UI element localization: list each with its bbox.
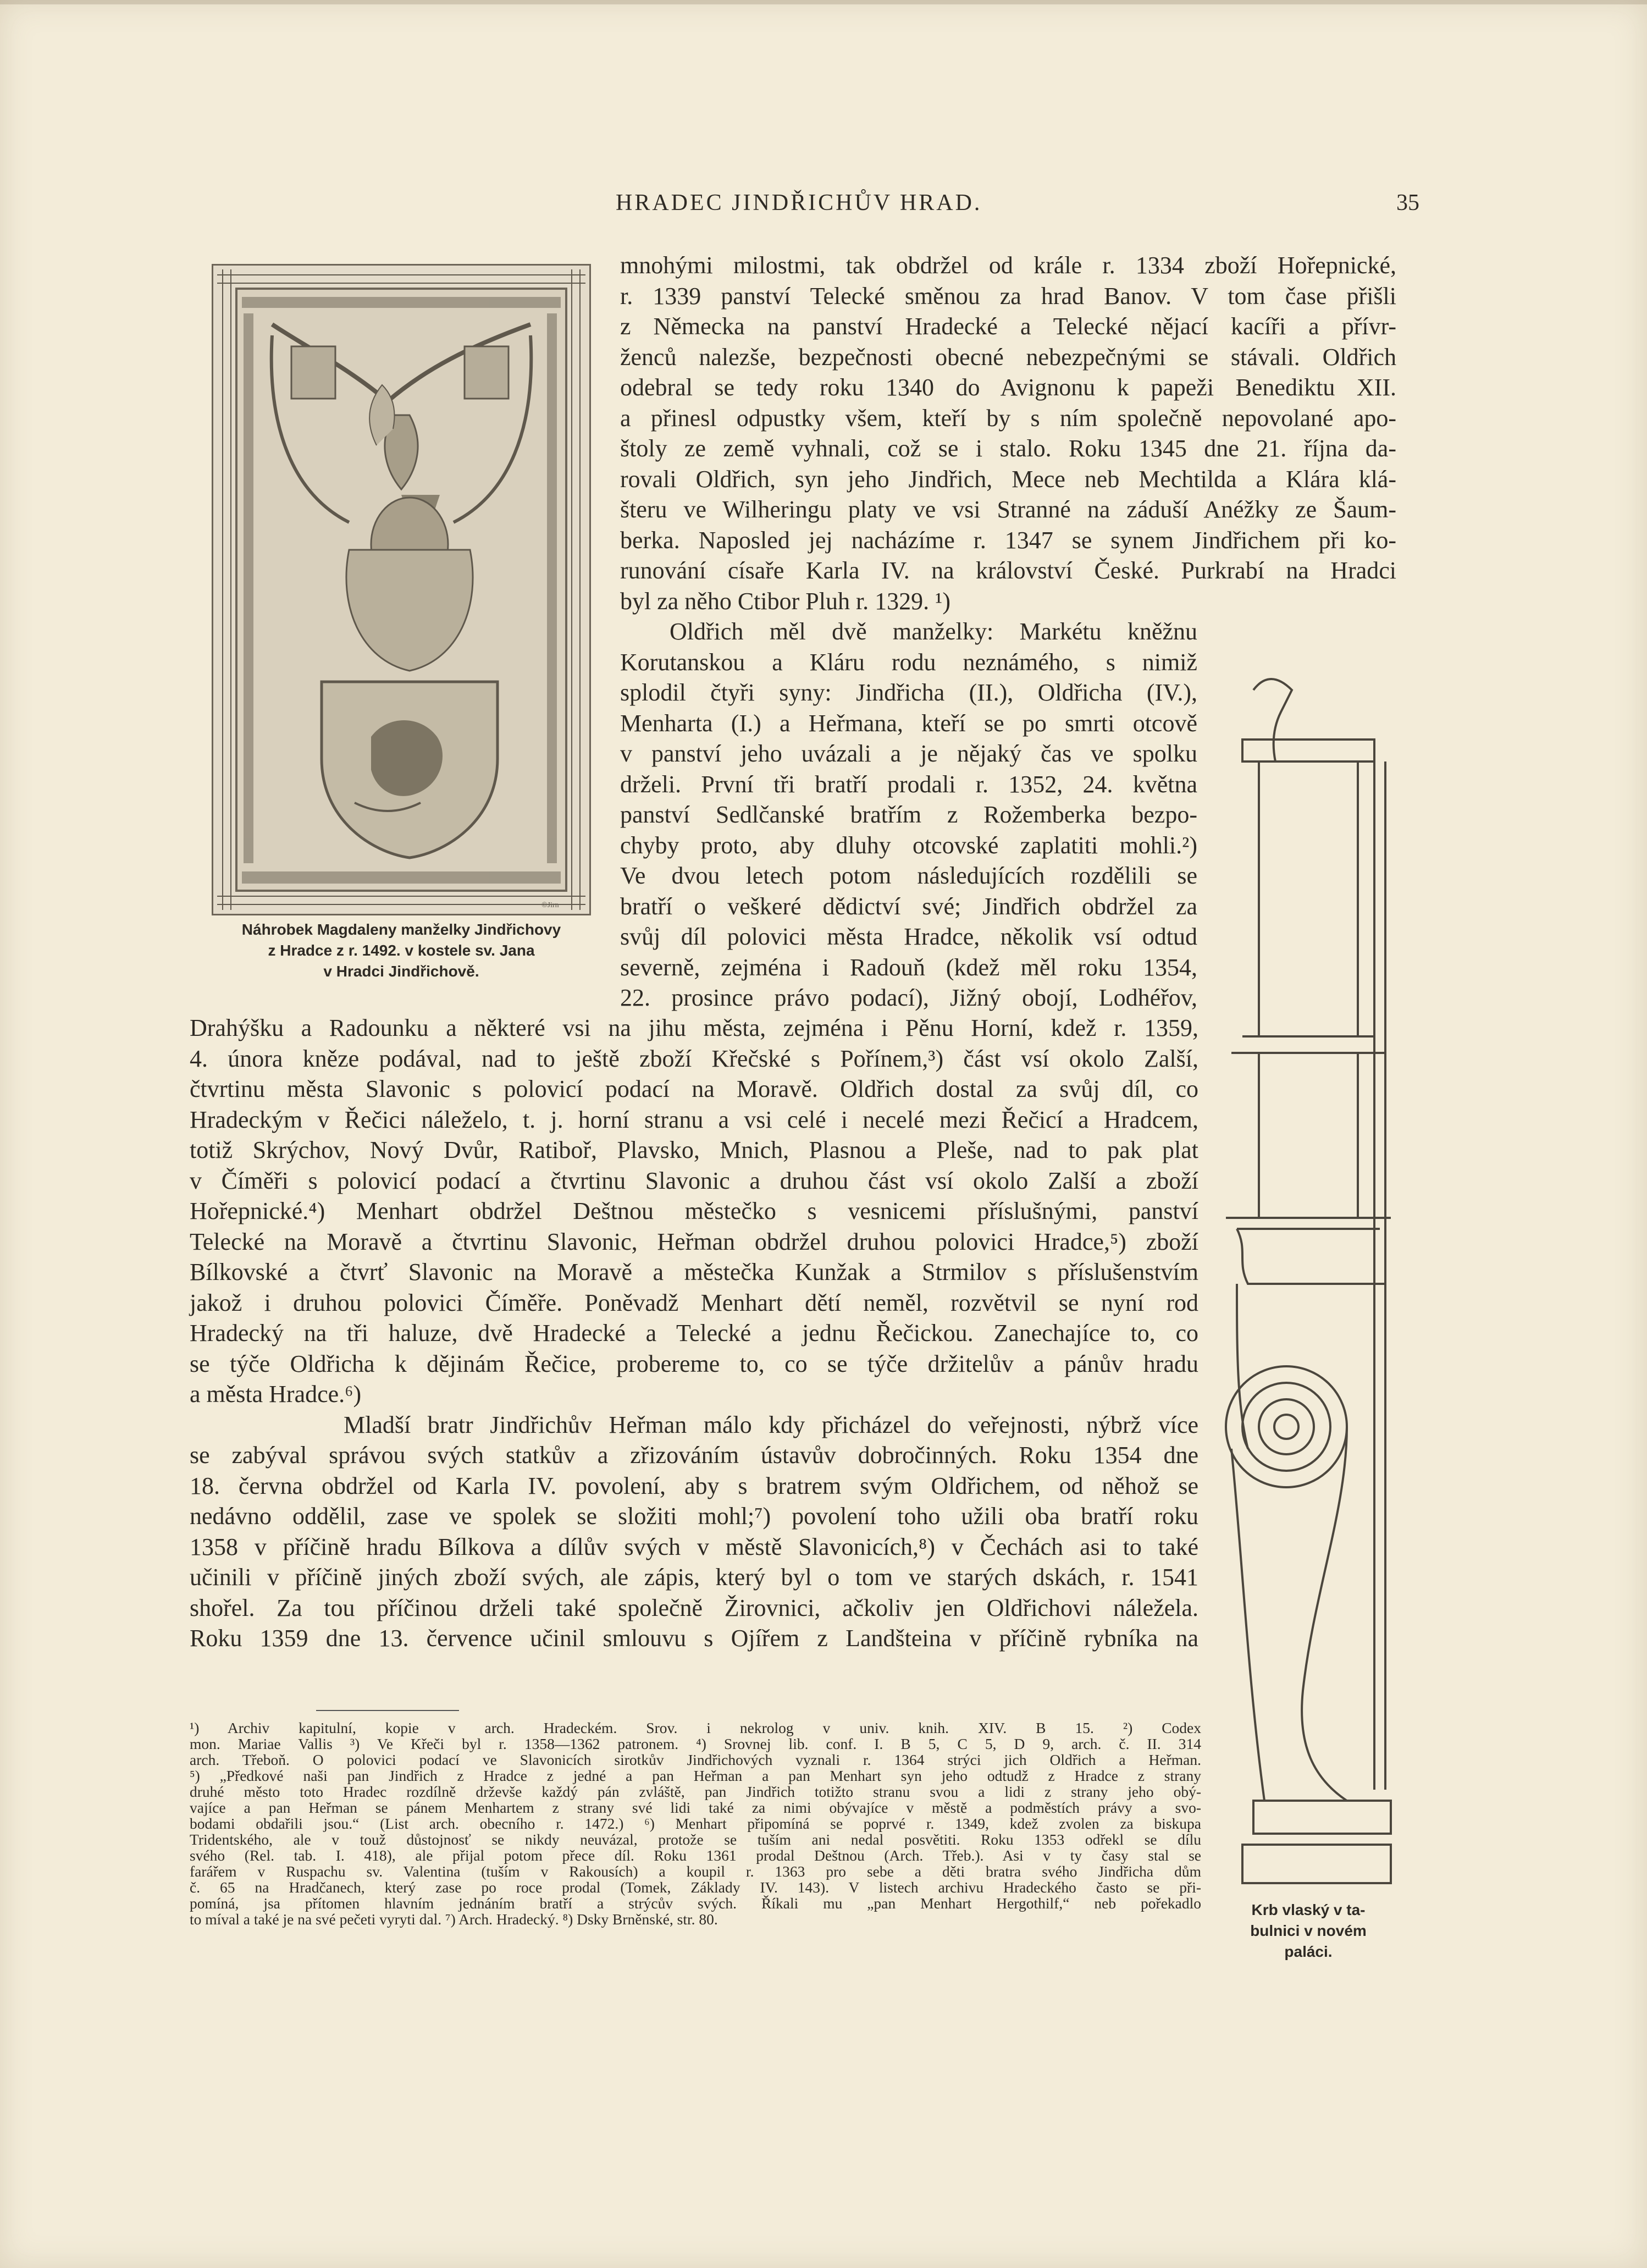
tomb-slab-caption xyxy=(201,919,602,982)
svg-text:©Jirn: ©Jirn xyxy=(541,901,559,909)
text-line: byl za něho Ctibor Pluh r. 1329. ¹) xyxy=(620,587,951,615)
caption-line: bulnici v novém xyxy=(1250,1922,1367,1939)
text-line: r. 1339 panství Telecké směnou za hrad Banov. V tom čase přišli xyxy=(620,282,1396,310)
footnote-divider xyxy=(316,1710,459,1711)
footnote-line: Tridentského, ale v touž důstojnosť se nikdy neuvázal, protože se tuším ani nedal posvětiti. Roku 1353 odřekl se dílu xyxy=(190,1831,1201,1848)
text-line: odebral se tedy roku 1340 do Avignonu k papeži Benediktu XII. xyxy=(620,374,1396,401)
text-line: berka. Naposled jej nacházíme r. 1347 se synem Jindřichem při ko- xyxy=(620,526,1396,554)
text-line: Oldřich měl dvě manželky: Markétu kněžnu xyxy=(670,618,1197,645)
text-line: Hradecký na tři haluze, dvě Hradecké a Telecké a jednu Řečickou. Zanechajíce to, co xyxy=(190,1320,1198,1347)
text-line: runování císaře Karla IV. na království České. Purkrabí na Hradci xyxy=(620,557,1396,584)
footnote-line: farářem v Ruspachu sv. Valentina (tuším v Rakousích) a koupil r. 1363 pro sebe a děti bratra svého Jindřicha dům xyxy=(190,1863,1201,1880)
text-line: Korutanskou a Kláru rodu neznámého, s nimiž xyxy=(620,648,1197,676)
text-line: rovali Oldřich, syn jeho Jindřich, Mece neb Mechtilda a Klára klá- xyxy=(620,465,1396,493)
caption-line: Náhrobek Magdaleny manželky Jindřichovy xyxy=(241,921,561,938)
caption-line: paláci. xyxy=(1284,1943,1333,1960)
text-line: Telecké na Moravě a čtvrtinu Slavonic, Heřman obdržel druhou polovici Hradce,⁵) zboží xyxy=(190,1228,1198,1255)
text-line: Drahýšku a Radounku a některé vsi na jihu města, zejména i Pěnu Horní, kdež r. 1359, xyxy=(190,1014,1198,1041)
footnote-line: č. 65 na Hradčanech, který zase po roce prodal (Tomek, Základy IV. 143). V listech archivu Hradeckého často se při- xyxy=(190,1879,1201,1896)
text-line: nedávno oddělil, zase ve spolek se složiti mohl;⁷) povolení toho užili oba bratří roku xyxy=(190,1503,1198,1530)
scan-top-edge xyxy=(0,0,1647,4)
text-line: Mladší bratr Jindřichův Heřman málo kdy přicházel do veřejnosti, nýbrž více xyxy=(344,1411,1198,1438)
text-line: Ve dvou letech potom následujících rozdělili se xyxy=(620,862,1197,889)
footnote-line: vajíce a pan Heřman se pánem Menhartem z strany své lidi také za nimi obývajíce v městě a podměstích právy a svo- xyxy=(190,1799,1201,1816)
fireplace-profile-illustration xyxy=(1220,668,1396,1891)
text-line: chyby proto, aby dluhy otcovské zaplatiti mohli.²) xyxy=(620,831,1197,859)
text-line: jakož i druhou polovici Číměře. Poněvadž Menhart dětí neměl, rozvětvil se nyní rod xyxy=(190,1289,1198,1316)
text-line: Hradeckým v Řečici náleželo, t. j. horní stranu a vsi celé i necelé mezi Řečicí a Hradcem, xyxy=(190,1106,1198,1133)
body-text-upper xyxy=(620,250,1396,616)
footnote-line: ⁵) „Předkové naši pan Jindřich z Hradce z jedné a pan Heřman a pan Menhart syn jeho odtudž z Hradce z strany xyxy=(190,1767,1201,1784)
text-line: bratří o veškeré dědictví své; Jindřich obdržel za xyxy=(620,892,1197,920)
text-line: totiž Skrýchov, Nový Dvůr, Ratiboř, Plavsko, Mnich, Plasnou a Pleše, nad to pak plat xyxy=(190,1136,1198,1163)
caption-line: Krb vlaský v ta- xyxy=(1251,1901,1366,1918)
text-line: Menharta (I.) a Heřmana, kteří se po smrti otcově xyxy=(620,709,1197,737)
tomb-slab-illustration xyxy=(212,264,591,915)
text-line: se zabýval správou svých statkův a zřizováním ústavův dobročinných. Roku 1354 dne xyxy=(190,1442,1198,1469)
text-line: Roku 1359 dne 13. července učinil smlouvu s Ojířem z Landšteina v příčině rybníka na xyxy=(190,1625,1198,1652)
footnote-line: to míval a také je na své pečeti vyryti dal. ⁷) Arch. Hradecký. ⁸) Dsky Brněnské, str. 80. xyxy=(190,1911,718,1928)
text-line: z Německa na panství Hradecké a Telecké nějací kacíři a přívr- xyxy=(620,313,1396,340)
footnote-line: druhé město toto Hradec rozdílně drževše každý pán zvláště, pan Jindřich totižto stranu svou a lidi z strany jeho obý- xyxy=(190,1783,1201,1800)
text-line: se týče Oldřicha k dějinám Řečice, probereme to, co se týče držitelův a pánův hradu xyxy=(190,1350,1198,1377)
text-line: 18. června obdržel od Karla IV. povolení, aby s bratrem svým Oldřichem, od něhož se xyxy=(190,1472,1198,1499)
text-line: Hořepnické.⁴) Menhart obdržel Deštnou městečko s vesnicemi příslušnými, panství xyxy=(190,1198,1198,1224)
page-number: 35 xyxy=(1396,190,1419,216)
footnote-line: pomíná, jsa přítomen hlavním jednáním bratří a strýcův svých. Říkali mu „pan Menhart Hergothilf,“ neb pořekadlo xyxy=(190,1895,1201,1912)
caption-line: v Hradci Jindřichově. xyxy=(323,963,479,980)
text-line: drželi. První tři bratří prodali r. 1352, 24. května xyxy=(620,770,1197,798)
text-line: Bílkovské a čtvrť Slavonic na Moravě a městečka Kunžak a Strmilov s příslušenstvím xyxy=(190,1259,1198,1285)
text-line: štoly ze země vyhnali, což se i stalo. Roku 1345 dne 21. října da- xyxy=(620,435,1396,462)
body-text-lower xyxy=(190,1013,1198,1654)
footnotes xyxy=(190,1720,1201,1927)
text-line: čtvrtinu města Slavonic s polovicí podací na Moravě. Oldřich dostal za svůj díl, co xyxy=(190,1075,1198,1102)
text-line: v Číměři s polovicí podací a čtvrtinu Slavonic a druhou část vsí okolo Zalší a zboží xyxy=(190,1167,1198,1194)
caption-line: z Hradce z r. 1492. v kostele sv. Jana xyxy=(268,942,535,959)
text-line: a města Hradce.⁶) xyxy=(190,1381,362,1408)
text-line: 1358 v příčině hradu Bílkova a dílův svých v městě Slavonicích,⁸) v Čechách asi to také xyxy=(190,1533,1198,1560)
text-line: splodil čtyři syny: Jindřicha (II.), Oldřicha (IV.), xyxy=(620,679,1197,706)
body-text-middle xyxy=(620,616,1197,1013)
text-line: šteru ve Wilheringu platy ve vsi Stranné na záduší Anéžky ze Šaum- xyxy=(620,496,1396,523)
text-line: severně, zejména i Radouň (kdež měl roku 1354, xyxy=(620,953,1197,981)
footnote-line: arch. Třeboň. O polovici podací ve Slavonicích sirotkův Jindřichových vyznali r. 1364 strýci jich Oldřich a Heřman. xyxy=(190,1751,1201,1768)
text-line: ženců nalezše, bezpečnosti obecné nebezpečnými se stávali. Oldřich xyxy=(620,343,1396,371)
text-line: v panství jeho uvázali a je nějaký čas ve spolku xyxy=(620,740,1197,767)
text-line: učinili v příčině jiných zboží svých, ale zápis, který byl o tom ve starých dskách, r. 1541 xyxy=(190,1564,1198,1591)
text-line: shořel. Za tou příčinou drželi také společně Žirovnici, ačkoliv jen Oldřichovi náležela. xyxy=(190,1594,1198,1621)
fireplace-caption xyxy=(1212,1900,1405,1962)
text-line: panství Sedlčanské bratřím z Rožemberka bezpo- xyxy=(620,801,1197,828)
footnote-line: bodami obdařili jsou.“ (List arch. obecního r. 1472.) ⁶) Menhart připomíná se poprvé r. 1349, kdež zvolen za biskupa xyxy=(190,1815,1201,1832)
footnote-line: svého (Rel. tab. I. 418), ale přijal potom přece díl. Roku 1361 prodal Deštnou (Arch. Třeb.). Asi v ty časy stal se xyxy=(190,1847,1201,1864)
text-line: svůj díl polovici města Hradce, několik vsí odtud xyxy=(620,923,1197,950)
footnote-line: mon. Mariae Vallis ³) Ve Křeči byl r. 1358—1362 patronem. ⁴) Srovnej lib. conf. I. B 5, C 5, D 9, arch. č. II. 314 xyxy=(190,1735,1201,1752)
text-line: 4. února kněze podával, nad to ještě zboží Křečské s Pořínem,³) část vsí okolo Zalší, xyxy=(190,1045,1198,1072)
running-header: HRADEC JINDŘICHŮV HRAD. xyxy=(616,190,982,216)
text-line: mnohými milostmi, tak obdržel od krále r. 1334 zboží Hořepnické, xyxy=(620,252,1396,279)
text-line: 22. prosince právo podací), Jižný obojí, Lodhéřov, xyxy=(620,984,1197,1011)
text-line: a přinesl odpustky všem, kteří by s ním společně nepovolané apo- xyxy=(620,404,1396,432)
footnote-line: ¹) Archiv kapitulní, kopie v arch. Hradeckém. Srov. i nekrolog v univ. knih. XIV. B 15. ²) Codex xyxy=(190,1719,1201,1736)
